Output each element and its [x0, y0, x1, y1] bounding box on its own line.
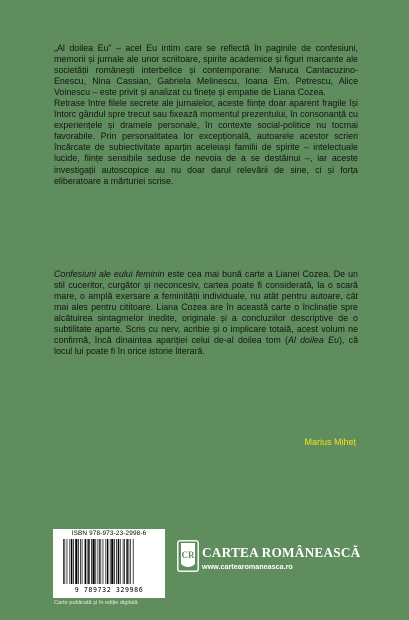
barcode-bar: [98, 539, 99, 584]
barcode-digits: 9 789732 329986: [74, 586, 144, 594]
barcode-bar: [93, 539, 95, 584]
publisher-logo-icon: [177, 540, 199, 572]
barcode-bar: [71, 539, 72, 584]
barcode-bar: [130, 539, 131, 584]
barcode-bar: [82, 539, 83, 584]
blurb-paragraph-1: „Al doilea Eu” – acel Eu intim care se reflectă în paginile de confesiuni, memorii și jurnale ale unor scriitoare, spirite academice și figuri marcante ale societății românești interbelice și contemporane: Maruca Cantacuzino-Enescu, Nina Cassian, Gabriela Melinescu, Ioana Em. Petrescu, Alice Voinescu – este privit și analizat cu finețe și empatie de Liana Cozea.: [54, 43, 358, 98]
barcode-bar: [105, 539, 106, 584]
barcode-bar: [110, 539, 111, 584]
barcode-bar: [69, 539, 70, 584]
barcode-bar: [107, 539, 108, 584]
second-volume-title: Al doilea Eu: [287, 335, 339, 346]
barcode-bar: [124, 539, 125, 584]
review-signature: Marius Miheț: [304, 437, 356, 447]
blurb-top: [54, 43, 358, 187]
barcode-bar: [100, 539, 101, 584]
barcode-bar: [133, 539, 134, 584]
barcode-bar: [85, 539, 86, 584]
barcode-bar: [80, 539, 81, 584]
publisher-url[interactable]: www.cartearomaneasca.ro: [202, 562, 293, 571]
review-text-part: este cea mai bună carte a Lianei Cozea. De un stil cuceritor, curgător și neconcesiv, cartea poate fi considerată, la o scară mare, o amplă exersare a feminității individuale, nu atât pentru autoare, cât mai ales pentru cititoare. Liana Cozea are în această carte o înclinație spre alcătuirea sintagmelor inedite, originale și a concluziilor descriptive de o subtilitate aparte. Scris cu nerv, acribie și o implicare totală, acest volum ne confirmă, încă dinaintea apariției celui de-al doilea tom (: [54, 269, 358, 346]
barcode-box: [53, 529, 165, 598]
logo-letters: CR: [181, 550, 195, 560]
barcode-bar: [88, 539, 89, 584]
barcode-bar: [116, 539, 117, 584]
barcode-bar: [129, 539, 130, 584]
isbn-label: ISBN 978-973-23-2998-6: [71, 530, 147, 537]
barcode-bar: [87, 539, 88, 584]
barcode-bar: [91, 539, 92, 584]
review-text: [54, 269, 358, 357]
barcode-bar: [73, 539, 74, 584]
barcode-bar: [118, 539, 119, 584]
barcode-bar: [95, 539, 96, 584]
barcode-bar: [126, 539, 127, 584]
barcode-bar: [120, 539, 121, 584]
review-text-end: ), că locul lui poate fi în orice istorie literară.: [54, 335, 359, 357]
barcode-bar: [99, 539, 100, 584]
barcode-bar: [114, 539, 115, 584]
barcode-bar: [111, 539, 113, 584]
digital-edition-note: Carte publicată și în ediție digitală: [54, 600, 138, 606]
publisher-name: CARTEA ROMÂNEASCĂ: [202, 545, 361, 560]
barcode-bar: [123, 539, 124, 584]
book-title: Confesiuni ale eului feminin: [54, 269, 165, 279]
review-paragraph: [54, 269, 358, 357]
barcode-bar: [103, 539, 104, 584]
barcode-bar: [78, 539, 79, 584]
barcode-bar: [64, 539, 65, 584]
barcode-bar: [67, 539, 68, 584]
barcode-bar: [63, 539, 64, 584]
barcode-bar: [75, 539, 77, 584]
blurb-paragraph-2: Retrase între filele secrete ale jurnalelor, aceste ființe doar aparent fragile își întorc gândul spre trecut sau fixează momentul prezentului, în consonanță cu experiențele și dramele personale, în contexte social-politice nu tocmai favorabile. Prin personalitatea lor excepțională, autoarele acestor scrieri încărcate de subiectivitate aparțin aceleiași familii de spirite – intelectuale lucide, ființe sensibile seduse de nevoia de a se destăinui –, iar aceste investigații autoscopice au nu doar darul relevării de sine, ci și forța eliberatoare a mărturiei scrise.: [54, 98, 358, 186]
barcode-icon: [63, 539, 159, 584]
